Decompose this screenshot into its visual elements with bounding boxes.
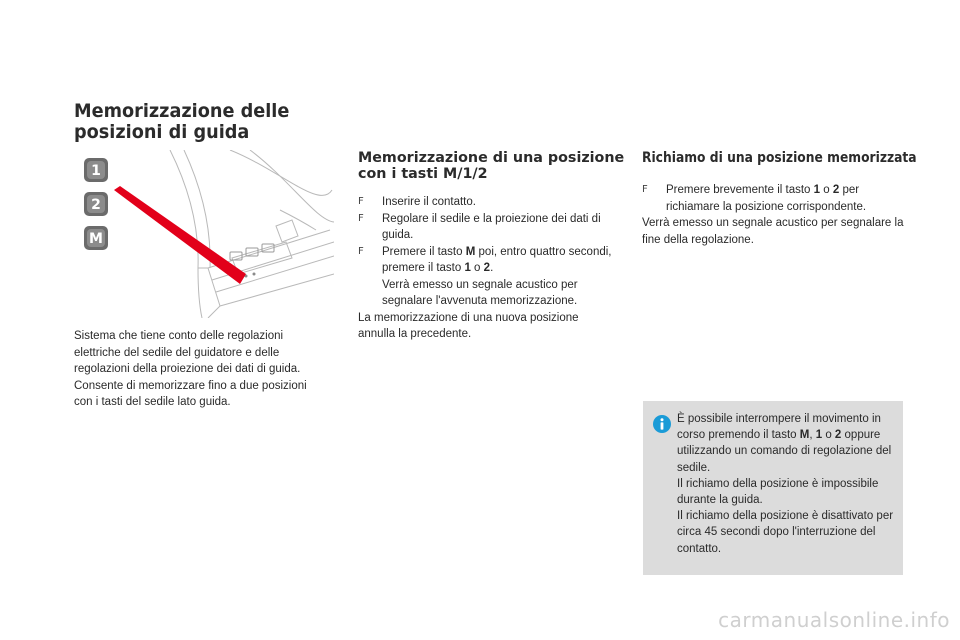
recall-section-title: Richiamo di una posizione memorizzata (642, 150, 917, 166)
intro-line: Consente di memorizzare fino a due posizioni (74, 379, 307, 392)
step-text: Premere brevemente il tasto (666, 184, 814, 196)
recall-note: Verrà emesso un segnale acustico per segnalare la fine della regolazione. (642, 217, 904, 246)
page-title-line2: posizioni di guida (74, 121, 250, 143)
key-1: 1 (464, 262, 471, 274)
step-text: . (490, 262, 494, 274)
memory-button-1 (84, 158, 108, 182)
page-title-line1: Memorizzazione delle (74, 100, 290, 122)
key-1: 1 (813, 184, 821, 196)
store-section-title (358, 150, 638, 182)
list-item (358, 211, 618, 244)
info-text-part: oppure utilizzando un comando di regolazione del sedile. (677, 429, 892, 474)
bullet-mark: F (358, 196, 364, 207)
intro-line: elettriche del sedile del guidatore e delle (74, 346, 280, 359)
list-item (358, 194, 618, 211)
memory-button-m (84, 226, 108, 250)
seat-memory-illustration (80, 150, 334, 318)
bullet-mark: F (358, 212, 364, 224)
info-icon (653, 415, 671, 433)
intro-line: con i tasti del sedile lato guida. (74, 396, 231, 409)
red-pointer (114, 186, 246, 284)
step-text: o (470, 262, 484, 274)
key-2: 2 (832, 184, 840, 196)
store-steps-list (358, 194, 618, 310)
store-title-line1: Memorizzazione di una posizione (358, 150, 625, 166)
recall-section-body (642, 182, 904, 248)
step-text: Regolare il sedile e la proiezione dei dati di guida. (382, 212, 601, 241)
memory-button-1-label: 1 (91, 163, 101, 179)
step-text: o (820, 184, 833, 196)
memory-button-m-label: M (89, 231, 103, 247)
watermark: carmanualsonline.info (718, 608, 950, 632)
intro-line: Sistema che tiene conto delle regolazioni (74, 330, 284, 342)
store-note: La memorizzazione di una nuova posizione annulla la precedente. (358, 311, 579, 340)
info-text-part: o (822, 429, 835, 442)
key-m: M (465, 245, 476, 258)
memory-button-2 (84, 192, 108, 216)
step-text: poi, entro quattro secondi, premere il tasto (382, 245, 612, 274)
info-text-part: Il richiamo della posizione è disattivato per circa 45 secondi dopo l'interruzione del contatto. (677, 510, 894, 555)
info-box (643, 401, 903, 575)
list-item (642, 182, 904, 215)
step-text: Inserire il contatto. (382, 196, 476, 208)
step-text: Verrà emesso un segnale acustico per segnalare l'avvenuta memorizzazione. (382, 278, 578, 307)
key-2: 2 (834, 429, 842, 442)
step-text: per richiamare la posizione corrispondente. (666, 184, 867, 213)
info-text-part: Il richiamo della posizione è impossibile durante la guida. (677, 477, 879, 507)
bullet-mark: F (358, 245, 364, 257)
store-title-line2: con i tasti M/1/2 (358, 166, 488, 182)
intro-line: regolazioni della proiezione dei dati di guida. (74, 363, 301, 376)
step-text: Premere il tasto (382, 245, 466, 258)
list-item (358, 244, 618, 310)
key-2: 2 (483, 262, 491, 274)
key-m: M (799, 429, 810, 442)
page-title (74, 101, 334, 143)
memory-button-2-label: 2 (91, 197, 101, 213)
recall-steps-list (642, 182, 904, 215)
key-1: 1 (815, 429, 823, 442)
store-section-body (358, 194, 618, 343)
info-text (677, 411, 899, 557)
bullet-mark: F (642, 184, 648, 195)
info-text-part: , (809, 429, 816, 442)
intro-text (74, 328, 344, 411)
info-text-part: È possibile interrompere il movimento in corso premendo il tasto (677, 413, 881, 442)
